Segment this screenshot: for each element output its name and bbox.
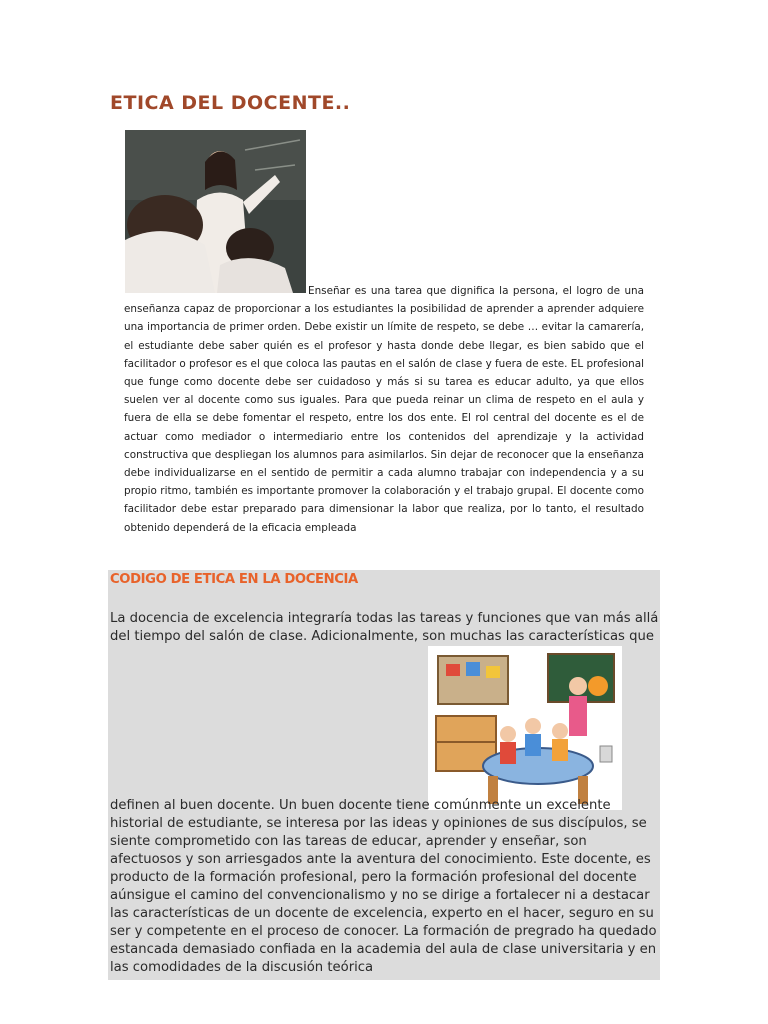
classroom-photo bbox=[125, 130, 306, 293]
classroom-cartoon-illustration bbox=[428, 646, 622, 810]
ethics-code-intro: La docencia de excelencia integraría todas las tareas y funciones que van más allá del tiempo del salón de clase. Adicionalmente, son muchas las características que bbox=[110, 611, 659, 644]
ethics-code-heading: CODIGO DE ETICA EN LA DOCENCIA bbox=[110, 572, 358, 587]
teacher-photo-illustration bbox=[125, 130, 306, 293]
ethics-code-body: definen al buen docente. Un buen docente tiene comúnmente un excelente historial de estudiante, se interesa por las ideas y opiniones de sus discípulos, se siente comprometido con las tareas de educar, aprender y enseñar, son afectuosos y son arriesgados ante la aventura del conocimiento. Este docente, es producto de la formación profesional, pero la formación profesional del docente aúnsigue el camino del convencionalismo y no se dirige a fortalecer ni a destacar las características de un docente de excelencia, experto en el hacer, seguro en su ser y competente en el proceso de conocer. La formación de pregrado ha quedado estancada demasiado confiada en la academia del aula de clase universitaria y en las comodidades de la discusión teórica bbox=[110, 798, 657, 975]
page-title: ETICA DEL DOCENTE.. bbox=[110, 92, 351, 114]
intro-paragraph bbox=[124, 282, 644, 537]
intro-paragraph-text: Enseñar es una tarea que dignifica la persona, el logro de una enseñanza capaz de proporcionar a los estudiantes la posibilidad de aprender a aprender adquiere una importancia de primer orden. Debe existir un límite de respeto, se debe … evitar la camarería, el estudiante debe saber quién es el profesor y hasta donde debe llegar, es bien sabido que el facilitador o profesor es el que coloca las pautas en el salón de clase y fuera de este. EL profesional que funge como docente debe ser cuidadoso y más si su tarea es educar adulto, ya que ellos suelen ver al docente como sus iguales. Para que pueda reinar un clima de respeto en el aula y fuera de ella se debe fomentar el respeto, entre los dos ente. El rol central del docente es el de actuar como mediador o intermediario entre los contenidos del aprendizaje y la actividad constructiva que despliegan los alumnos para asimilarlos. Sin dejar de reconocer que la enseñanza debe individualizarse en el sentido de permitir a cada alumno trabajar con independencia y a su propio ritmo, también es importante promover la colaboración y el trabajo grupal. El docente como facilitador debe estar preparado para dimensionar la labor que realiza, por lo tanto, el resultado obtenido dependerá de la eficacia empleada bbox=[124, 285, 644, 534]
classroom-cartoon bbox=[428, 646, 622, 810]
